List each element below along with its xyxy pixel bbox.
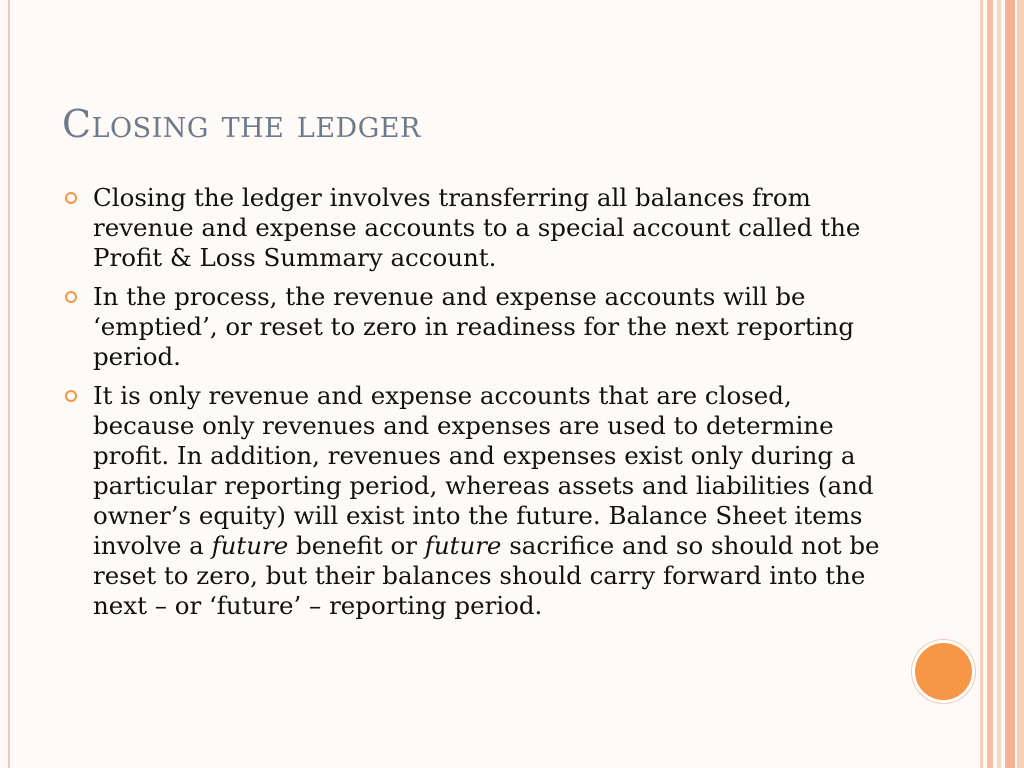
bullet-circle-icon xyxy=(65,390,77,402)
bullet-item xyxy=(64,183,884,273)
bullet-circle-icon xyxy=(65,192,77,204)
right-stripe-2 xyxy=(987,0,993,768)
bullet-text xyxy=(93,381,880,620)
orange-circle-decoration xyxy=(912,640,975,703)
bullet-text-part: sacrifice and so should not be reset to zero, but their balances should carry forward into the next – or ‘future’ – reporting period. xyxy=(93,531,880,620)
bullet-text-emphasis: future xyxy=(424,531,502,560)
bullet-text: In the process, the revenue and expense accounts will be ‘emptied’, or reset to zero in readiness for the next reporting period. xyxy=(93,282,855,371)
slide-title: Closing the ledger xyxy=(62,102,421,146)
bullet-item xyxy=(64,381,884,621)
bullet-text: Closing the ledger involves transferring all balances from revenue and expense accounts to a special account called the Profit & Loss Summary account. xyxy=(93,183,861,272)
right-stripe-1 xyxy=(980,0,983,768)
bullet-text-part: benefit or xyxy=(288,531,425,560)
bullet-circle-icon xyxy=(65,291,77,303)
bullet-list xyxy=(64,183,884,630)
right-stripe-5 xyxy=(1017,0,1024,768)
left-border-line xyxy=(8,0,10,768)
bullet-text-emphasis: future xyxy=(211,531,289,560)
bullet-item xyxy=(64,282,884,372)
bullet-text-part: It is only revenue and expense accounts that are closed, because only revenues and expenses are used to determine profit. In addition, revenues and expenses exist only during a particular reporting period, whereas assets and liabilities (and owner’s equity) will exist into the future. Balance Sheet items involve a xyxy=(93,381,874,560)
right-stripe-3 xyxy=(997,0,1001,768)
right-stripe-4 xyxy=(1005,0,1015,768)
